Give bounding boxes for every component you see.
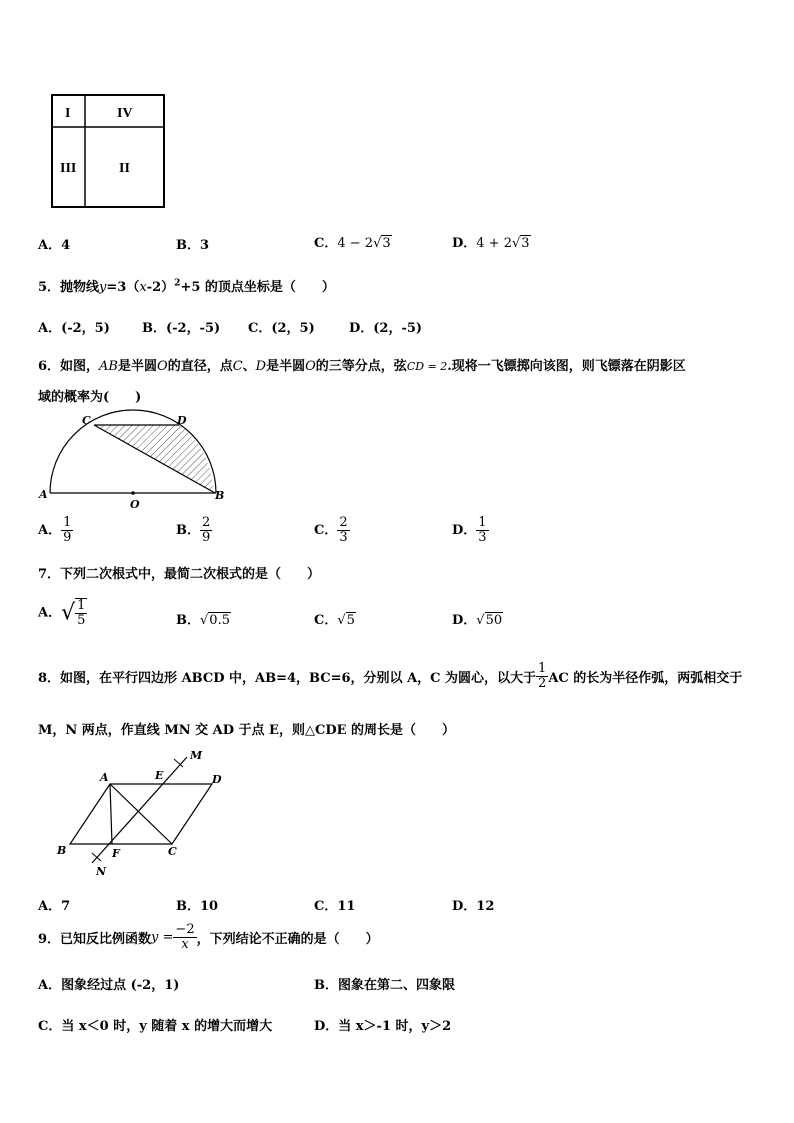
label-a: A (39, 488, 48, 501)
sqrt-symbol: √3 (373, 236, 391, 251)
parallelogram-figure (52, 745, 232, 880)
option-letter: D． (452, 613, 477, 628)
fraction-half (536, 662, 548, 691)
sqrt-symbol: √0.5 (200, 613, 230, 628)
label-b: B (57, 844, 67, 857)
label-d: D (177, 414, 187, 427)
stem-text: .现将一飞镖掷向该图，则飞镖落在阴影区 (447, 359, 686, 374)
exponent: 2 (174, 278, 181, 289)
option-letter: C． (314, 236, 338, 251)
label-c: C (168, 845, 177, 858)
option-letter: B． (176, 613, 200, 628)
stem-text: -2） (146, 280, 175, 295)
q9-option-b[interactable]: B．图象在第二、四象限 (314, 978, 455, 993)
q7-option-d[interactable] (452, 609, 503, 628)
denominator: 5 (77, 613, 86, 628)
q8-option-b[interactable]: B．10 (176, 899, 219, 914)
var-y: y (99, 280, 107, 295)
table-cell-3: III (60, 161, 77, 176)
stem-text: 5．抛物线 (38, 280, 100, 295)
option-letter: A． (38, 523, 62, 538)
q8-stem-line1 (38, 662, 742, 691)
q7-stem: 7．下列二次根式中，最简二次根式的是（ ） (38, 567, 321, 582)
q6-option-b[interactable] (176, 516, 212, 545)
label-f: F (112, 847, 120, 860)
numerator: 1 (63, 515, 72, 530)
radicand: 50 (485, 613, 503, 628)
q4-option-c[interactable] (314, 232, 392, 251)
stem-text: AC 的长为半径作弧，两弧相交于 (548, 671, 743, 686)
q5-option-c[interactable]: C．(2，5) (248, 321, 315, 336)
denominator: 9 (63, 530, 72, 545)
numerator: 2 (339, 515, 348, 530)
table-cell-2: IV (117, 106, 133, 121)
numerator: −2 (175, 922, 195, 937)
denominator: 9 (202, 530, 211, 545)
numerator: 1 (77, 598, 86, 613)
label-n: N (96, 865, 107, 878)
denominator: 2 (538, 676, 547, 691)
var-cd: CD = 2 (406, 360, 448, 373)
var-x: x (139, 280, 147, 295)
label-d: D (212, 773, 222, 786)
fraction (61, 516, 73, 545)
denominator: x (181, 937, 189, 952)
stem-text: 6．如图， (38, 359, 100, 374)
option-letter: D． (452, 523, 477, 538)
option-letter: A． (38, 605, 62, 621)
option-letter: C． (314, 613, 338, 628)
q4-option-b[interactable]: B．3 (176, 238, 210, 253)
q9-stem (38, 923, 379, 952)
q7-option-a[interactable] (38, 598, 87, 628)
func-y: y = (151, 930, 174, 945)
denominator: 3 (339, 530, 348, 545)
stem-text: 、 (242, 359, 256, 374)
option-letter: C． (314, 523, 338, 538)
q8-option-a[interactable]: A．7 (38, 899, 71, 914)
q6-stem-line1 (38, 355, 686, 374)
q5-option-d[interactable]: D．(2，-5) (349, 321, 423, 336)
stem-text: 是半圆 (266, 359, 306, 374)
fraction (337, 516, 349, 545)
q5-stem (38, 276, 335, 295)
table-cell-4: II (119, 161, 130, 176)
label-e: E (155, 769, 164, 782)
q6-option-a[interactable] (38, 516, 73, 545)
q7-option-c[interactable] (314, 609, 356, 628)
stem-text: 的三等分点，弦 (315, 359, 407, 374)
radicand: 0.5 (209, 613, 230, 628)
stem-text: 的直径，点 (167, 359, 233, 374)
q9-option-a[interactable]: A．图象经过点 (-2，1) (38, 978, 180, 993)
segment-af (110, 784, 112, 844)
option-math: 4 − 2 (337, 236, 374, 251)
stem-text: ，下列结论不正确的是（ ） (196, 932, 379, 947)
fraction (200, 516, 212, 545)
function-fraction (173, 923, 196, 952)
var-c: C (232, 359, 243, 374)
table-cell-1: I (65, 106, 71, 121)
sqrt-symbol: √3 (511, 236, 530, 251)
center-point (131, 491, 135, 495)
radicand: 3 (382, 236, 391, 251)
q9-option-c[interactable]: C．当 x＜0 时，y 随着 x 的增大而增大 (38, 1019, 273, 1034)
sqrt-symbol: √ (61, 600, 76, 626)
q5-option-b[interactable]: B．(-2，-5) (142, 321, 221, 336)
label-m: M (190, 749, 203, 762)
quadrant-table (50, 93, 168, 211)
stem-text: =3（ (106, 280, 140, 295)
radicand: 3 (521, 236, 530, 251)
numerator: 1 (538, 661, 547, 676)
fraction (476, 516, 488, 545)
numerator: 2 (202, 515, 211, 530)
option-math: 4 + 2 (476, 236, 512, 251)
var-o: O (157, 359, 168, 374)
q6-option-c[interactable] (314, 516, 350, 545)
denominator: 3 (478, 530, 487, 545)
q9-option-d[interactable]: D．当 x＞-1 时，y＞2 (314, 1019, 452, 1034)
fraction (75, 598, 87, 628)
q4-option-a[interactable]: A．4 (38, 238, 71, 253)
stem-text: 9．已知反比例函数 (38, 932, 152, 947)
var-o: O (305, 359, 316, 374)
var-d: D (255, 359, 267, 374)
q8-option-d[interactable]: D．12 (452, 899, 495, 914)
stem-text: +5 的顶点坐标是（ ） (180, 280, 335, 295)
var-ab: AB (99, 359, 118, 374)
label-a: A (100, 771, 109, 784)
sqrt-symbol: √50 (476, 613, 503, 628)
sqrt-symbol: √5 (337, 613, 355, 628)
q8-option-c[interactable]: C．11 (314, 899, 356, 914)
diagonal-ac (110, 784, 172, 844)
label-o: O (130, 498, 140, 511)
q7-option-b[interactable] (176, 609, 231, 628)
semicircle-figure (36, 408, 236, 512)
q8-stem-line2: M，N 两点，作直线 MN 交 AD 于点 E，则△CDE 的周长是（ ） (38, 723, 456, 738)
q6-option-d[interactable] (452, 516, 489, 545)
q6-stem-line2: 域的概率为( ) (38, 390, 142, 405)
label-b: B (215, 489, 225, 502)
label-c: C (82, 414, 91, 427)
radicand: 5 (346, 613, 355, 628)
q5-option-a[interactable]: A．(-2，5) (38, 321, 110, 336)
q4-option-d[interactable] (452, 232, 531, 251)
option-letter: B． (176, 523, 200, 538)
option-letter: D． (452, 236, 477, 251)
stem-text: 8．如图，在平行四边形 ABCD 中，AB=4，BC=6，分别以 A，C 为圆心，以大于 (38, 671, 537, 686)
numerator: 1 (478, 515, 487, 530)
stem-text: 是半圆 (118, 359, 158, 374)
